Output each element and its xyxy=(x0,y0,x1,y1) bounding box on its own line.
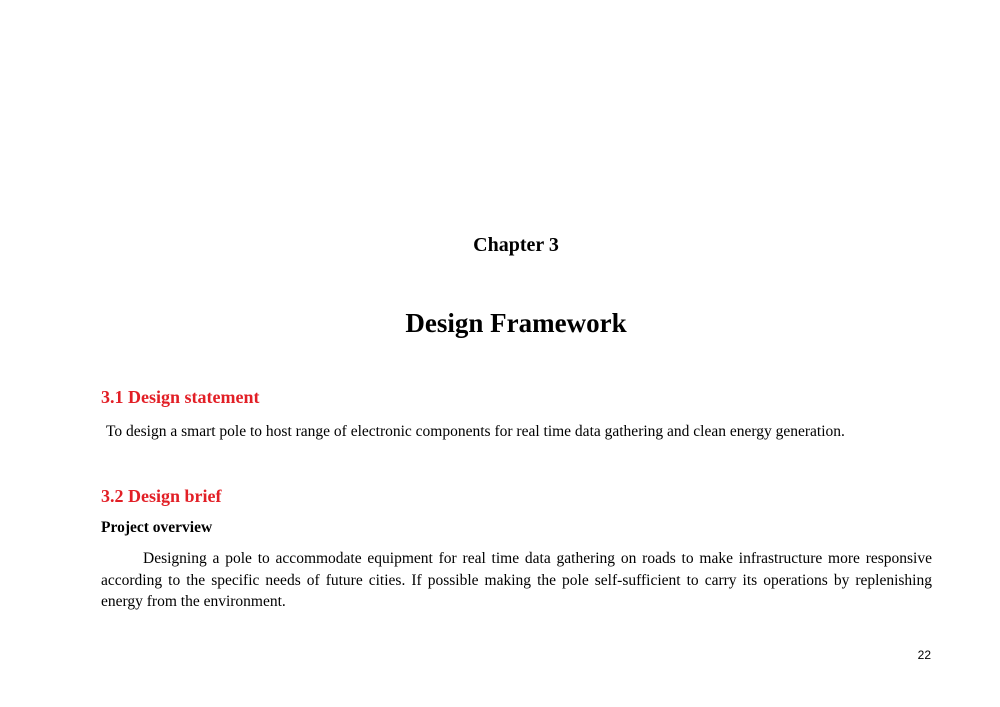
section-heading-design-brief: 3.2 Design brief xyxy=(101,486,222,506)
project-overview-paragraph: Designing a pole to accommodate equipment for real time data gathering on roads to make infrastructure more responsive according to the specific needs of future cities. If possible making the pole self-sufficient to carry its operations by replenishing energy from the environment. xyxy=(101,550,932,610)
chapter-title: Design Framework xyxy=(405,308,627,338)
chapter-label: Chapter 3 xyxy=(473,234,559,256)
page-number: 22 xyxy=(917,648,931,662)
project-overview-heading: Project overview xyxy=(101,519,213,536)
section-heading-design-statement: 3.1 Design statement xyxy=(101,387,260,407)
design-statement-text: To design a smart pole to host range of electronic components for real time data gathering and clean energy generation. xyxy=(106,423,845,440)
